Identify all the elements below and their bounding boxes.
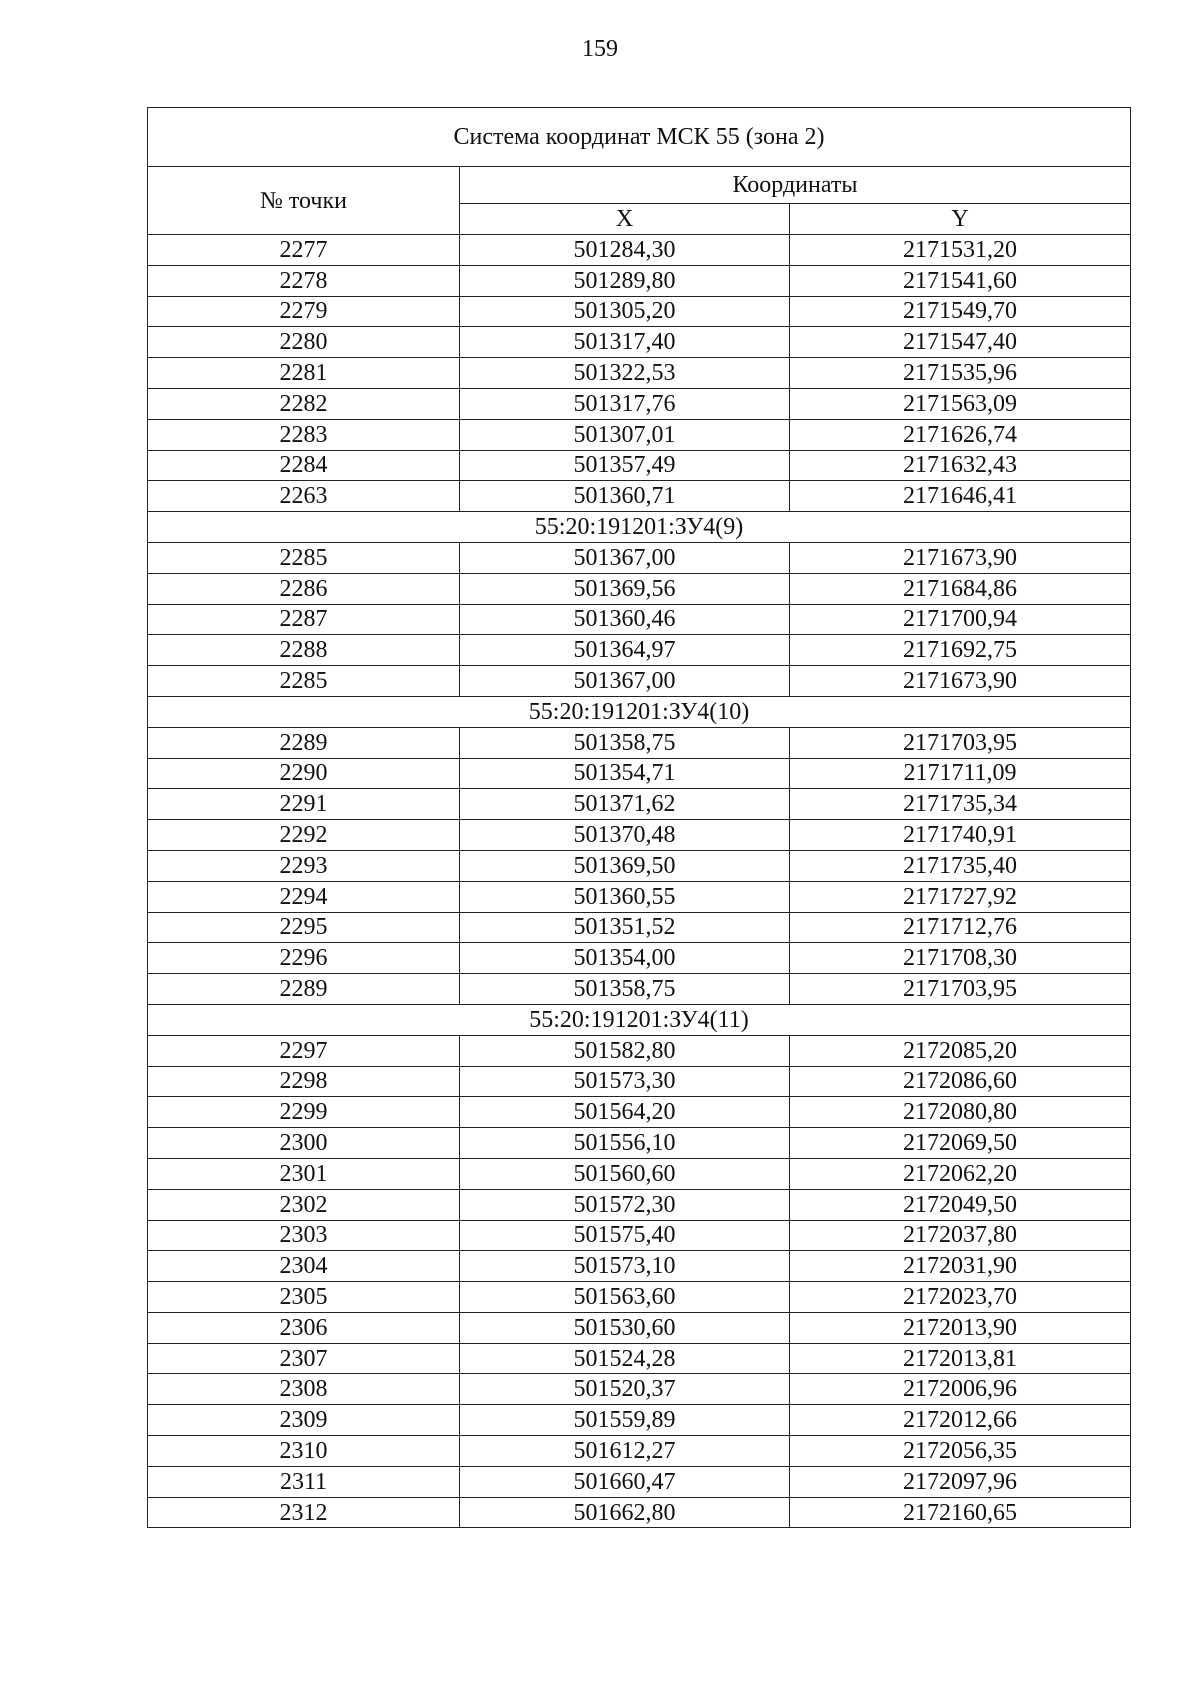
y-coordinate-cell: 2171632,43 [790,450,1131,481]
table-row [148,1343,1131,1374]
x-coordinate-cell: 501289,80 [460,265,790,296]
x-coordinate-cell: 501358,75 [460,727,790,758]
x-coordinate-cell: 501573,30 [460,1066,790,1097]
point-number-cell: 2283 [148,419,460,450]
point-number-cell: 2285 [148,666,460,697]
x-coordinate-cell: 501360,71 [460,481,790,512]
table-row [148,481,1131,512]
coordinates-header: Координаты [460,167,1131,204]
y-coordinate-cell: 2171703,95 [790,727,1131,758]
x-coordinate-cell: 501317,76 [460,388,790,419]
point-number-cell: 2302 [148,1189,460,1220]
point-number-cell: 2297 [148,1035,460,1066]
section-label: 55:20:191201:ЗУ4(10) [148,696,1131,727]
x-coordinate-cell: 501660,47 [460,1466,790,1497]
y-coordinate-cell: 2171727,92 [790,881,1131,912]
section-label: 55:20:191201:ЗУ4(11) [148,1004,1131,1035]
table-row [148,450,1131,481]
page-number: 159 [582,36,618,62]
point-number-cell: 2305 [148,1282,460,1313]
y-coordinate-cell: 2171711,09 [790,758,1131,789]
x-coordinate-cell: 501354,00 [460,943,790,974]
x-coordinate-cell: 501575,40 [460,1220,790,1251]
x-coordinate-cell: 501612,27 [460,1436,790,1467]
table-row [148,1097,1131,1128]
point-number-cell: 2289 [148,727,460,758]
y-coordinate-cell: 2171735,40 [790,850,1131,881]
table-row [148,327,1131,358]
x-coordinate-cell: 501582,80 [460,1035,790,1066]
x-coordinate-cell: 501520,37 [460,1374,790,1405]
table-title-row [148,108,1131,167]
table-row [148,943,1131,974]
point-number-cell: 2299 [148,1097,460,1128]
point-number-cell: 2289 [148,974,460,1005]
x-coordinate-cell: 501360,46 [460,604,790,635]
point-number-cell: 2311 [148,1466,460,1497]
point-number-cell: 2277 [148,235,460,266]
y-coordinate-cell: 2171541,60 [790,265,1131,296]
point-number-cell: 2285 [148,542,460,573]
table-row [148,1405,1131,1436]
x-coordinate-cell: 501556,10 [460,1128,790,1159]
y-coordinate-cell: 2172086,60 [790,1066,1131,1097]
y-coordinate-cell: 2172080,80 [790,1097,1131,1128]
y-coordinate-cell: 2171740,91 [790,820,1131,851]
point-number-header: № точки [148,167,460,235]
table-row [148,358,1131,389]
x-coordinate-cell: 501351,52 [460,912,790,943]
point-number-cell: 2301 [148,1158,460,1189]
y-coordinate-cell: 2172069,50 [790,1128,1131,1159]
y-coordinate-cell: 2171700,94 [790,604,1131,635]
y-coordinate-cell: 2171646,41 [790,481,1131,512]
table-body [148,235,1131,1528]
table-row [148,388,1131,419]
point-number-cell: 2303 [148,1220,460,1251]
point-number-cell: 2306 [148,1312,460,1343]
y-coordinate-cell: 2172031,90 [790,1251,1131,1282]
table-row [148,265,1131,296]
point-number-cell: 2309 [148,1405,460,1436]
point-number-cell: 2281 [148,358,460,389]
section-row [148,1004,1131,1035]
x-coordinate-cell: 501560,60 [460,1158,790,1189]
table-row [148,850,1131,881]
table-row [148,542,1131,573]
x-coordinate-cell: 501364,97 [460,635,790,666]
point-number-cell: 2290 [148,758,460,789]
y-coordinate-cell: 2171703,95 [790,974,1131,1005]
table-row [148,1066,1131,1097]
x-coordinate-cell: 501360,55 [460,881,790,912]
point-number-cell: 2278 [148,265,460,296]
point-number-cell: 2282 [148,388,460,419]
point-number-cell: 2295 [148,912,460,943]
table-row [148,296,1131,327]
table-row [148,1282,1131,1313]
x-coordinate-cell: 501371,62 [460,789,790,820]
y-coordinate-cell: 2172056,35 [790,1436,1131,1467]
y-coordinate-cell: 2171673,90 [790,542,1131,573]
table-row [148,727,1131,758]
table-row [148,1158,1131,1189]
table-row [148,1374,1131,1405]
x-coordinate-cell: 501370,48 [460,820,790,851]
x-coordinate-cell: 501367,00 [460,542,790,573]
table-row [148,666,1131,697]
table-row [148,820,1131,851]
y-header: Y [790,204,1131,235]
x-coordinate-cell: 501354,71 [460,758,790,789]
table-title: Система координат МСК 55 (зона 2) [148,108,1131,167]
point-number-cell: 2296 [148,943,460,974]
x-header: X [460,204,790,235]
point-number-cell: 2280 [148,327,460,358]
point-number-cell: 2294 [148,881,460,912]
point-number-cell: 2288 [148,635,460,666]
point-number-cell: 2286 [148,573,460,604]
point-number-cell: 2307 [148,1343,460,1374]
table-row [148,604,1131,635]
y-coordinate-cell: 2171549,70 [790,296,1131,327]
x-coordinate-cell: 501369,50 [460,850,790,881]
y-coordinate-cell: 2171692,75 [790,635,1131,666]
point-number-cell: 2298 [148,1066,460,1097]
y-coordinate-cell: 2171563,09 [790,388,1131,419]
point-number-cell: 2292 [148,820,460,851]
table-row [148,1128,1131,1159]
x-coordinate-cell: 501367,00 [460,666,790,697]
table-row [148,1466,1131,1497]
section-row [148,512,1131,543]
y-coordinate-cell: 2172023,70 [790,1282,1131,1313]
y-coordinate-cell: 2172012,66 [790,1405,1131,1436]
y-coordinate-cell: 2172062,20 [790,1158,1131,1189]
point-number-cell: 2293 [148,850,460,881]
point-number-cell: 2308 [148,1374,460,1405]
x-coordinate-cell: 501358,75 [460,974,790,1005]
y-coordinate-cell: 2171708,30 [790,943,1131,974]
y-coordinate-cell: 2172013,81 [790,1343,1131,1374]
point-number-cell: 2279 [148,296,460,327]
table-row [148,912,1131,943]
y-coordinate-cell: 2172006,96 [790,1374,1131,1405]
y-coordinate-cell: 2171535,96 [790,358,1131,389]
x-coordinate-cell: 501662,80 [460,1497,790,1528]
x-coordinate-cell: 501563,60 [460,1282,790,1313]
table-row [148,419,1131,450]
table-row [148,1189,1131,1220]
y-coordinate-cell: 2171735,34 [790,789,1131,820]
y-coordinate-cell: 2171673,90 [790,666,1131,697]
x-coordinate-cell: 501305,20 [460,296,790,327]
x-coordinate-cell: 501524,28 [460,1343,790,1374]
y-coordinate-cell: 2172037,80 [790,1220,1131,1251]
y-coordinate-cell: 2171547,40 [790,327,1131,358]
y-coordinate-cell: 2171684,86 [790,573,1131,604]
header-row [148,167,1131,204]
y-coordinate-cell: 2171626,74 [790,419,1131,450]
x-coordinate-cell: 501564,20 [460,1097,790,1128]
x-coordinate-cell: 501317,40 [460,327,790,358]
table-row [148,1497,1131,1528]
table-row [148,789,1131,820]
point-number-cell: 2304 [148,1251,460,1282]
table-row [148,635,1131,666]
x-coordinate-cell: 501530,60 [460,1312,790,1343]
point-number-cell: 2291 [148,789,460,820]
y-coordinate-cell: 2172085,20 [790,1035,1131,1066]
point-number-cell: 2300 [148,1128,460,1159]
x-coordinate-cell: 501369,56 [460,573,790,604]
section-row [148,696,1131,727]
y-coordinate-cell: 2171712,76 [790,912,1131,943]
table-row [148,881,1131,912]
y-coordinate-cell: 2172013,90 [790,1312,1131,1343]
y-coordinate-cell: 2172160,65 [790,1497,1131,1528]
table-row [148,1220,1131,1251]
x-coordinate-cell: 501559,89 [460,1405,790,1436]
x-coordinate-cell: 501572,30 [460,1189,790,1220]
point-number-cell: 2284 [148,450,460,481]
table-row [148,235,1131,266]
x-coordinate-cell: 501307,01 [460,419,790,450]
table-row [148,974,1131,1005]
table-row [148,1035,1131,1066]
coordinates-table [147,107,1131,1528]
y-coordinate-cell: 2172097,96 [790,1466,1131,1497]
table-row [148,1312,1131,1343]
table-row [148,573,1131,604]
table-row [148,758,1131,789]
x-coordinate-cell: 501284,30 [460,235,790,266]
point-number-cell: 2310 [148,1436,460,1467]
section-label: 55:20:191201:ЗУ4(9) [148,512,1131,543]
table-row [148,1436,1131,1467]
x-coordinate-cell: 501357,49 [460,450,790,481]
y-coordinate-cell: 2172049,50 [790,1189,1131,1220]
point-number-cell: 2287 [148,604,460,635]
point-number-cell: 2263 [148,481,460,512]
point-number-cell: 2312 [148,1497,460,1528]
x-coordinate-cell: 501322,53 [460,358,790,389]
x-coordinate-cell: 501573,10 [460,1251,790,1282]
y-coordinate-cell: 2171531,20 [790,235,1131,266]
table-row [148,1251,1131,1282]
